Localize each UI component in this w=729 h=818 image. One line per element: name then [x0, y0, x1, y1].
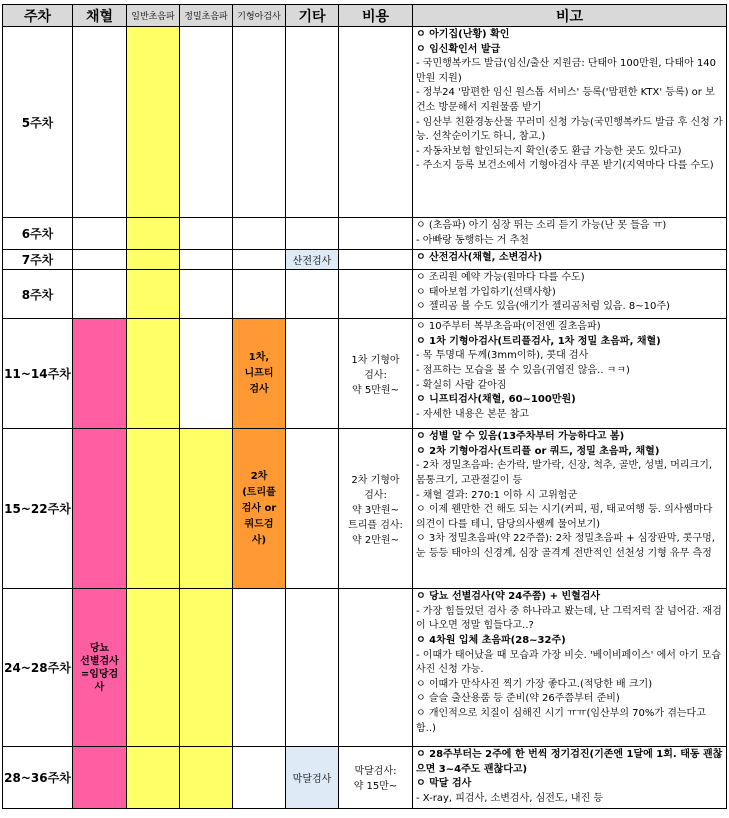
- general-ultrasound-cell: [127, 250, 180, 270]
- other-cell: [286, 218, 339, 250]
- detailed-ultrasound-cell: [180, 270, 233, 319]
- detailed-ultrasound-cell: [180, 27, 233, 218]
- other-cell: [286, 589, 339, 747]
- cost-cell: 막달검사: 약 15만~: [339, 747, 413, 808]
- note-line: - 점프하는 모습을 볼 수 있음(귀엽진 않음.. ㅋㅋ): [416, 364, 630, 376]
- week-label: 7주차: [3, 250, 73, 270]
- blood-cell: [73, 218, 127, 250]
- table-row: [3, 218, 727, 250]
- table-row: [3, 270, 727, 319]
- blood-cell: [73, 319, 127, 429]
- blood-cell: [73, 270, 127, 319]
- table-row: [3, 250, 727, 270]
- note-line: ㅇ 조리원 예약 가능(원마다 다를 수도): [416, 272, 585, 284]
- cost-cell: [339, 218, 413, 250]
- blood-cell: [73, 429, 127, 589]
- other-cell: [286, 319, 339, 429]
- detailed-ultrasound-cell: [180, 218, 233, 250]
- note-line: - 2차 정밀초음파: 손가락, 발가락, 신장, 척추, 골반, 성별, 머리크기, 몸통크기, 고관절길이 등: [416, 460, 713, 486]
- week-label: 5주차: [3, 27, 73, 218]
- anomaly-test-cell: [233, 270, 286, 319]
- note-line: ㅇ 슬슬 출산용품 등 준비(약 26주쯤부터 준비): [416, 693, 620, 705]
- week-label: 8주차: [3, 270, 73, 319]
- general-ultrasound-cell: [127, 270, 180, 319]
- note-line: ㅇ 임신확인서 발급: [416, 43, 501, 55]
- notes-cell: [413, 589, 727, 747]
- anomaly-test-cell: [233, 250, 286, 270]
- cost-cell: 2차 기형아 검사: 약 3만원~ 트리플 검사: 약 2만원~: [339, 429, 413, 589]
- note-line: - 국민행복카드 발급(임신/출산 지원금: 단태아 100만원, 다태아 140만원 지원): [416, 58, 717, 84]
- note-line: - 정부24 '맘편한 임신 원스톱 서비스' 등록('맘편한 KTX' 등록) or 보건소 방문해서 지원물품 받기: [416, 87, 715, 113]
- notes-cell: [413, 27, 727, 218]
- note-line: ㅇ 이제 웬만한 건 해도 되는 시기(커피, 펌, 태교여행 등. 의사쌤마다 의견이 다를 테니, 담당의사쌤께 물어보기): [416, 504, 713, 530]
- detailed-ultrasound-cell: [180, 319, 233, 429]
- table-row: [3, 319, 727, 429]
- notes-cell: [413, 218, 727, 250]
- other-cell: [286, 429, 339, 589]
- anomaly-test-cell: [233, 27, 286, 218]
- blood-cell: [73, 747, 127, 808]
- week-label: 6주차: [3, 218, 73, 250]
- note-line: - X-ray, 피검사, 소변검사, 심전도, 내진 등: [416, 792, 604, 804]
- detailed-ultrasound-cell: [180, 747, 233, 808]
- note-line: - 채혈 결과: 270:1 이하 시 고위험군: [416, 489, 578, 501]
- note-line: ㅇ 4차원 입체 초음파(28~32주): [416, 634, 566, 646]
- note-line: - 가장 힘들었던 검사 중 하나라고 봤는데, 난 그럭저럭 잘 넘어감. 재검이 나오면 정말 힘들다고..?: [416, 605, 722, 632]
- note-line: ㅇ 산전검사(채혈, 소변검사): [416, 252, 543, 264]
- other-cell: 산전검사: [286, 250, 339, 270]
- anomaly-test-cell: [233, 747, 286, 808]
- note-line: ㅇ 니프티검사(채혈, 60~100만원): [416, 394, 576, 406]
- header-cost: 비용: [339, 5, 413, 27]
- note-line: ㅇ 아기집(난황) 확인: [416, 29, 510, 40]
- header-other: 기타: [286, 5, 339, 27]
- note-line: ㅇ 1차 기형아검사(트리플검사, 1차 정밀 초음파, 채혈): [416, 335, 661, 347]
- week-label: 28~36주차: [3, 747, 73, 808]
- header-week: 주차: [3, 5, 73, 27]
- anomaly-test-cell: 1차, 니프티 검사: [233, 319, 286, 429]
- cost-cell: [339, 27, 413, 218]
- note-line: - 이때가 태어났을 때 모습과 가장 비슷. '베이비페이스' 에서 아기 모습 사진 신청 가능.: [416, 649, 721, 676]
- blood-cell: [73, 27, 127, 218]
- other-cell: [286, 270, 339, 319]
- header-general-ultrasound: 일반초음파: [127, 5, 180, 27]
- header-row: [3, 5, 727, 27]
- note-line: ㅇ 28주부터는 2주에 한 번씩 정기검진(기존엔 1달에 1회. 태동 괜찮으면 3~4주도 괜찮다고): [416, 749, 723, 775]
- cost-cell: [339, 270, 413, 319]
- table-row: [3, 429, 727, 589]
- note-line: ㅇ 개인적으로 치질이 심해진 시기 ㅠㅠ(임산부의 70%가 겪는다고 함..): [416, 707, 706, 734]
- note-line: - 주소지 등록 보건소에서 기형아검사 쿠폰 받기(지역마다 다를 수도): [416, 160, 714, 172]
- header-anomaly-test: 기형아검사: [233, 5, 286, 27]
- general-ultrasound-cell: [127, 747, 180, 808]
- header-notes: 비고: [413, 5, 727, 27]
- notes-cell: [413, 429, 727, 589]
- note-line: ㅇ 10주부터 복부초음파(이전엔 질초음파): [416, 321, 601, 333]
- cost-cell: [339, 250, 413, 270]
- detailed-ultrasound-cell: [180, 250, 233, 270]
- general-ultrasound-cell: [127, 589, 180, 747]
- note-line: - 목 투명대 두께(3mm이하), 콧대 검사: [416, 350, 589, 362]
- table-row: [3, 27, 727, 218]
- note-line: - 자동차보험 할인되는지 확인(중도 환급 가능한 곳도 있다고): [416, 145, 682, 157]
- general-ultrasound-cell: [127, 319, 180, 429]
- header-detailed-ultrasound: 정밀초음파: [180, 5, 233, 27]
- blood-cell: [73, 250, 127, 270]
- note-line: ㅇ 2차 기형아검사(트리플 or 쿼드, 정밀 초음파, 채혈): [416, 445, 660, 457]
- notes-cell: [413, 270, 727, 319]
- note-line: ㅇ 이때가 만삭사진 찍기 가장 좋다고.(적당한 배 크기): [416, 678, 653, 690]
- cost-cell: [339, 589, 413, 747]
- anomaly-test-cell: 2차 (트리플 검사 or 쿼드검 사): [233, 429, 286, 589]
- blood-cell: 당뇨 선별검사 =임당검 사: [73, 589, 127, 747]
- note-line: - 확실히 사람 같아짐: [416, 379, 507, 391]
- table-row: [3, 589, 727, 747]
- pregnancy-schedule-table: [2, 4, 727, 809]
- note-line: ㅇ 성별 알 수 있음(13주차부터 가능하다고 봄): [416, 431, 625, 443]
- week-label: 24~28주차: [3, 589, 73, 747]
- note-line: ㅇ 태아보험 가입하기(선택사항): [416, 286, 556, 298]
- week-label: 15~22주차: [3, 429, 73, 589]
- notes-cell: [413, 250, 727, 270]
- note-line: ㅇ 3차 정밀초음파(약 22주쯤): 2차 정밀초음파 + 심장판막, 콧구멍, 눈 등등 태아의 신경계, 심장 골격계 전반적인 선천성 기형 유무 측정: [416, 533, 715, 559]
- other-cell: 막달검사: [286, 747, 339, 808]
- other-cell: [286, 27, 339, 218]
- note-line: ㅇ 당뇨 선별검사(약 24주쯤) + 빈혈검사: [416, 591, 601, 603]
- general-ultrasound-cell: [127, 27, 180, 218]
- table-row: [3, 747, 727, 808]
- notes-cell: [413, 319, 727, 429]
- note-line: ㅇ 젤리곰 볼 수도 있음(애기가 젤리곰처럼 있음. 8~10주): [416, 301, 670, 313]
- note-line: ㅇ (초음파) 아기 심장 뛰는 소리 듣기 가능(난 못 들음 ㅠ): [416, 220, 667, 231]
- detailed-ultrasound-cell: [180, 429, 233, 589]
- general-ultrasound-cell: [127, 429, 180, 589]
- cost-cell: 1차 기형아 검사: 약 5만원~: [339, 319, 413, 429]
- header-blood: 채혈: [73, 5, 127, 27]
- week-label: 11~14주차: [3, 319, 73, 429]
- note-line: - 아빠랑 동행하는 거 추천: [416, 234, 529, 246]
- general-ultrasound-cell: [127, 218, 180, 250]
- note-line: ㅇ 막달 검사: [416, 778, 472, 790]
- notes-cell: [413, 747, 727, 808]
- anomaly-test-cell: [233, 218, 286, 250]
- note-line: - 임산부 친환경농산물 꾸러미 신청 가능(국민행복카드 발급 후 신청 가능. 선착순이기도 하니, 참고.): [416, 116, 723, 143]
- detailed-ultrasound-cell: [180, 589, 233, 747]
- note-line: - 자세한 내용은 본문 참고: [416, 408, 529, 420]
- anomaly-test-cell: [233, 589, 286, 747]
